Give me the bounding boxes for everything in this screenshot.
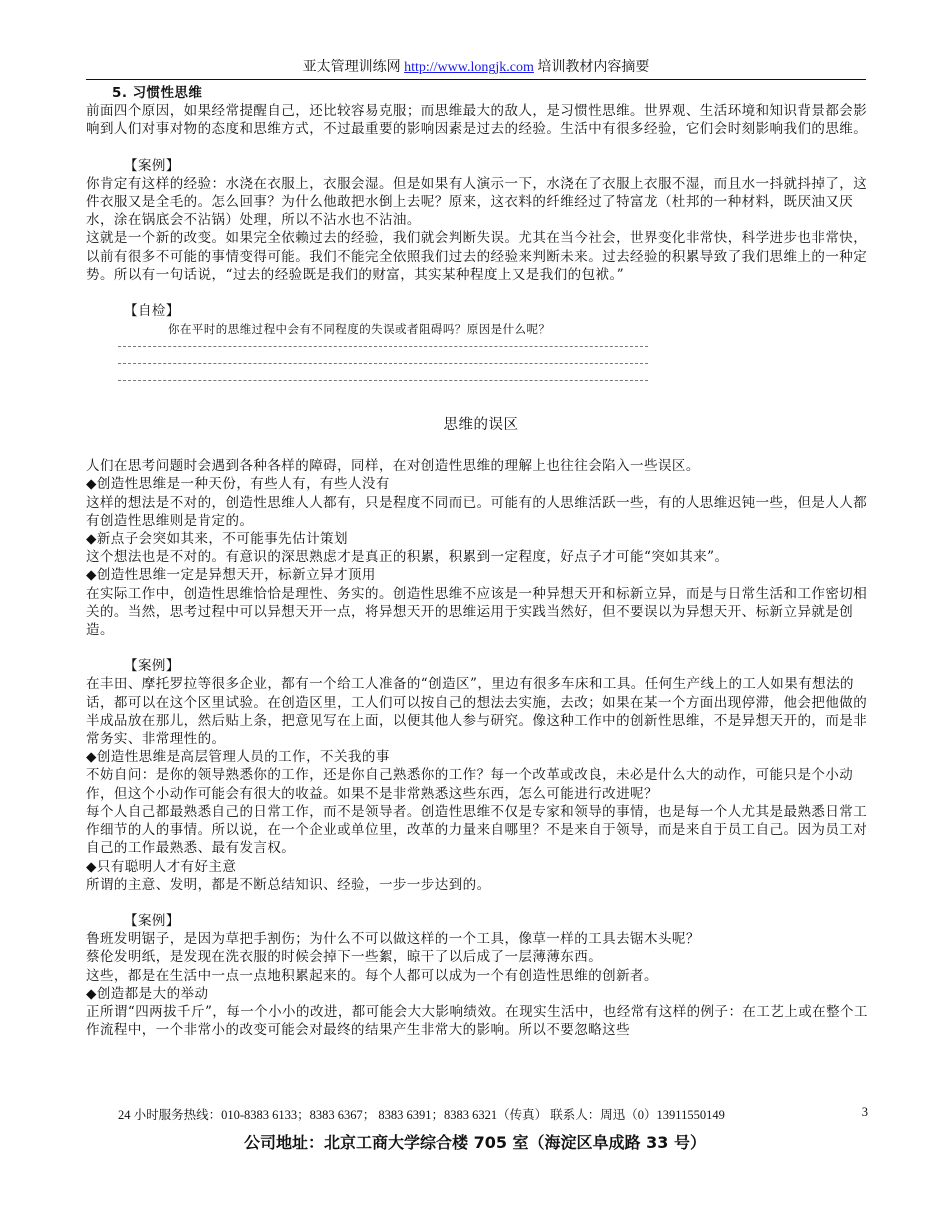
company-address: 公司地址：北京工商大学综合楼 705 室（海淀区阜成路 33 号） bbox=[244, 1133, 706, 1152]
page-body bbox=[86, 84, 876, 1039]
paragraph: 这个想法也是不对的。有意识的深思熟虑才是真正的积累，积累到一定程度，好点子才可能“突如其来”。 bbox=[86, 549, 729, 566]
answer-line[interactable] bbox=[118, 380, 648, 397]
header-link[interactable]: http://www.longjk.com bbox=[404, 60, 534, 75]
section-intro: 前面四个原因，如果经常提醒自己，还比较容易克服；而思维最大的敌人，是习惯性思维。世界观、生活环境和知识背景都会影响到人们对事对物的态度和思维方式，不过最重要的影响因素是过去的经验。生活中有很多经验，它们会时刻影响我们的思维。 bbox=[86, 103, 868, 138]
page-number: 3 bbox=[861, 1105, 868, 1119]
case-label: 【案例】 bbox=[124, 157, 180, 174]
misconception-heading: ◆创造都是大的举动 bbox=[86, 985, 209, 1002]
paragraph: 每个人自己都最熟悉自己的日常工作，而不是领导者。创造性思维不仅是专家和领导的事情，也是每一个人尤其是最熟悉日常工作细节的人的事情。所以说，在一个企业或单位里，改革的力量来自哪里？不是来自于领导，而是来自于员工自己。因为员工对自己的工作最熟悉、最有发言权。 bbox=[86, 803, 868, 857]
case-label: 【案例】 bbox=[124, 658, 180, 675]
header-subtitle: 培训教材内容摘要 bbox=[533, 60, 650, 75]
paragraph: 不妨自问：是你的领导熟悉你的工作，还是你自己熟悉你的工作？每一个改革或改良，未必是什么大的动作，可能只是个小动作，但这个小动作可能会有很大的收益。如果不是非常熟悉这些东西，怎么可能进行改进呢？ bbox=[86, 767, 854, 802]
misconception-heading: ◆创造性思维是高层管理人员的工作，不关我的事 bbox=[86, 749, 390, 766]
case-paragraph: 这就是一个新的改变。如果完全依赖过去的经验，我们就会判断失误。尤其在当今社会，世界变化非常快，科学进步也非常快，以前有很多不可能的事情变得可能。我们不能完全依照我们过去的经验来判断未来。过去经验的积累导致了我们思维上的一种定势。所以有一句话说，“过去的经验既是我们的财富，其实某种程度上又是我们的包袱。” bbox=[86, 230, 868, 283]
misconception-heading: ◆创造性思维一定是异想天开，标新立异才顶用 bbox=[86, 567, 376, 584]
misconception-heading: ◆新点子会突如其来，不可能事先估计策划 bbox=[86, 531, 348, 548]
self-check-question: 你在平时的思维过程中会有不同程度的失误或者阻碍吗？原因是什么呢？ bbox=[168, 322, 551, 337]
case-line: 鲁班发明锯子，是因为草把手割伤；为什么不可以做这样的一个工具，像草一样的工具去锯木头呢？ bbox=[86, 931, 700, 948]
footer-hotline: 24 小时服务热线：010-8383 6133；8383 6367； 8383 6391；8383 6321（传真） 联系人：周迅（0）13911550149 bbox=[118, 1108, 725, 1122]
answer-line[interactable] bbox=[118, 346, 648, 363]
header-rule bbox=[86, 79, 866, 80]
self-check-label: 【自检】 bbox=[124, 303, 180, 320]
case-line: 这些，都是在生活中一点一点地积累起来的。每个人都可以成为一个有创造性思维的创新者。 bbox=[86, 967, 658, 984]
paragraph: 这样的想法是不对的，创造性思维人人都有，只是程度不同而已。可能有的人思维活跃一些，有的人思维迟钝一些，但是人人都有创造性思维则是肯定的。 bbox=[86, 494, 868, 529]
case-label: 【案例】 bbox=[124, 912, 180, 929]
case-paragraph: 你肯定有这样的经验：水浇在衣服上，衣服会湿。但是如果有人演示一下，水浇在了衣服上衣服不湿，而且水一抖就抖掉了，这件衣服又是全毛的。怎么回事？为什么他敢把水倒上去呢？原来，这衣料的纤维经过了特富龙（杜邦的一种材料，既厌油又厌水，涂在锅底会不沾锅）处理，所以不沾水也不沾油。 bbox=[86, 175, 868, 229]
case-paragraph: 在丰田、摩托罗拉等很多企业，都有一个给工人准备的“创造区”，里边有很多车床和工具。任何生产线上的工人如果有想法的话，都可以在这个区里试验。在创造区里，工人们可以按自己的想法去实施，去改；如果在某一个方面出现停滞，他会把他做的半成品放在那儿，然后贴上条，把意见写在上面，以便其他人参与研究。像这种工作中的创新性思维，不是异想天开的，而是非常务实、非常理性的。 bbox=[86, 676, 868, 748]
page-header bbox=[86, 58, 866, 78]
answer-line[interactable] bbox=[118, 363, 648, 380]
case-line: 蔡伦发明纸，是发现在洗衣服的时候会掉下一些絮，晾干了以后成了一层薄薄东西。 bbox=[86, 949, 603, 966]
misconception-heading: ◆只有聪明人才有好主意 bbox=[86, 858, 237, 875]
section-heading: 5. 习惯性思维 bbox=[112, 85, 203, 101]
section-title: 思维的误区 bbox=[443, 417, 519, 434]
misconception-heading: ◆创造性思维是一种天份，有些人有，有些人没有 bbox=[86, 476, 390, 493]
paragraph: 正所谓“四两拔千斤”，每一个小小的改进，都可能会大大影响绩效。在现实生活中，也经常有这样的例子：在工艺上或在整个工作流程中，一个非常小的改变可能会对最终的结果产生非常大的影响。所以不要忽略这些 bbox=[86, 1003, 868, 1039]
paragraph: 在实际工作中，创造性思维恰恰是理性、务实的。创造性思维不应该是一种异想天开和标新立异，而是与日常生活和工作密切相关的。当然，思考过程中可以异想天开一点，将异想天开的思维运用于实践当然好，但不要误以为异想天开、标新立异就是创造。 bbox=[86, 585, 868, 639]
page-footer bbox=[118, 1105, 868, 1123]
header-site-name: 亚太管理训练网 bbox=[302, 60, 405, 75]
paragraph: 人们在思考问题时会遇到各种各样的障碍，同样，在对创造性思维的理解上也往往会陷入一些误区。 bbox=[86, 458, 700, 475]
paragraph: 所谓的主意、发明，都是不断总结知识、经验，一步一步达到的。 bbox=[86, 876, 491, 893]
